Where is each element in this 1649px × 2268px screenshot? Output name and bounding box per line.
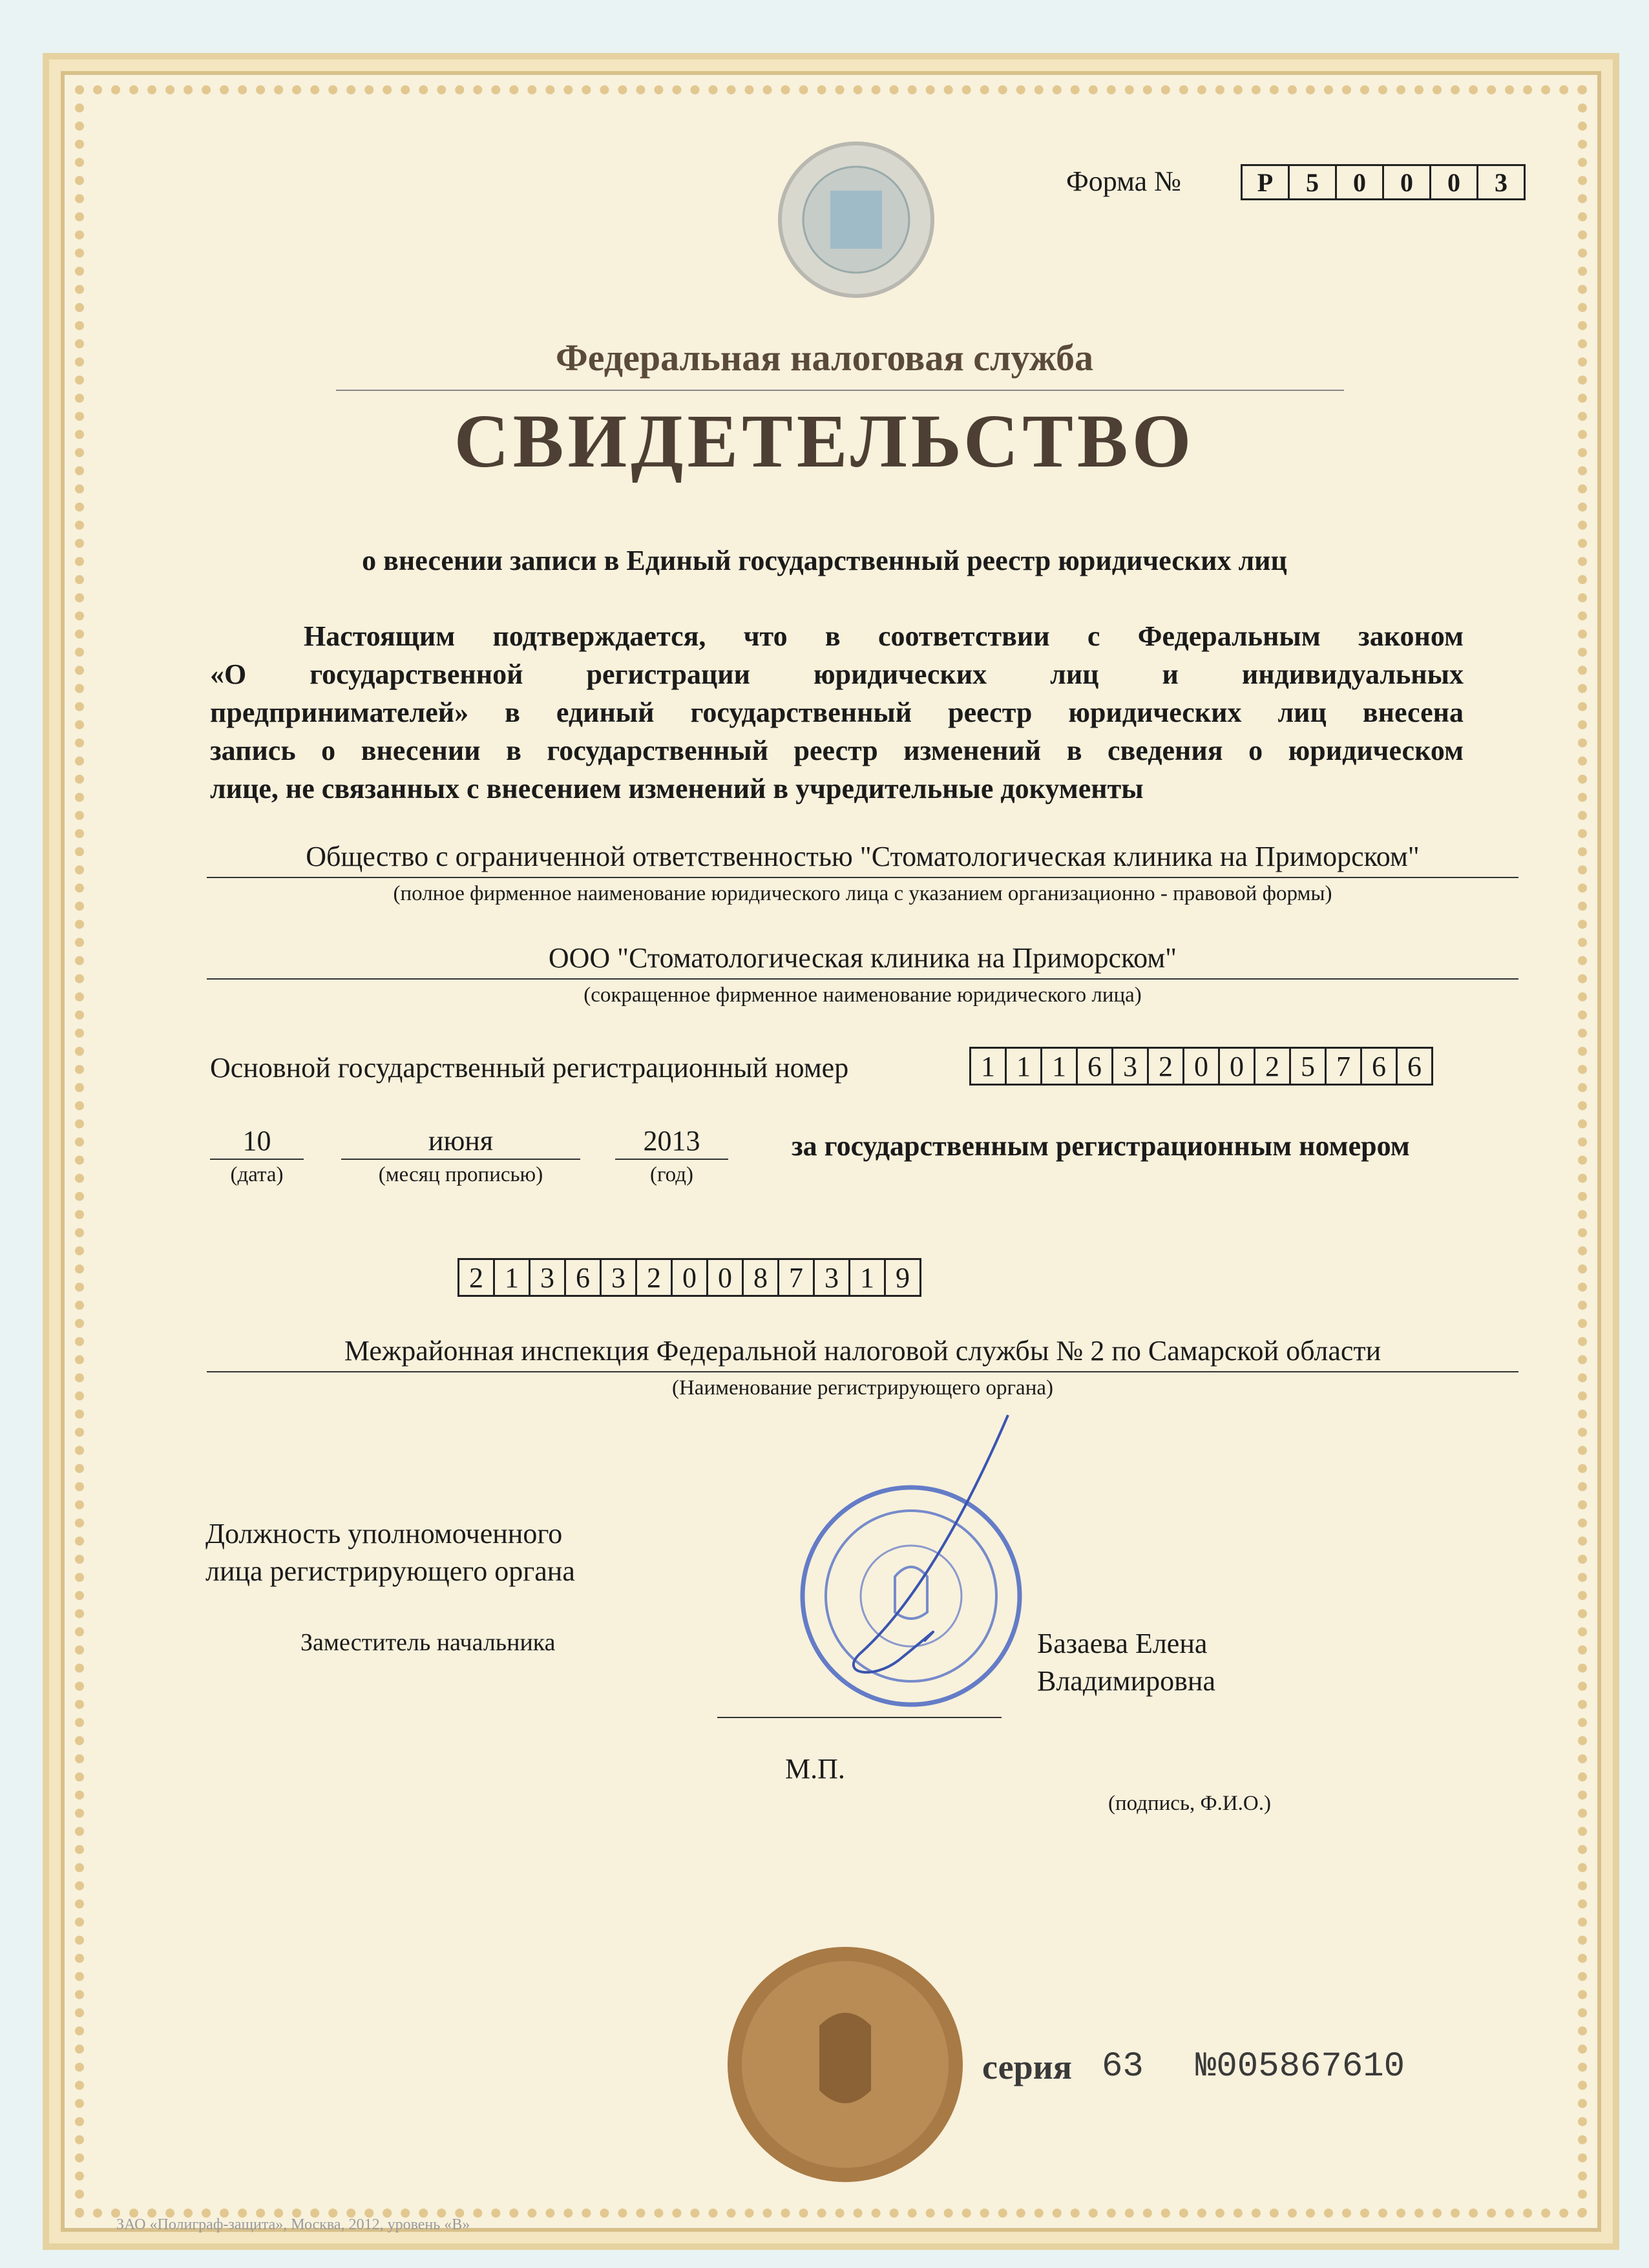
authority-name: Межрайонная инспекция Федеральной налоговой службы № 2 по Самарской области	[344, 1335, 1381, 1367]
body-line: Настоящим подтверждается, что в соответствии с Федеральным законом	[304, 620, 1464, 652]
grn-digit: 0	[673, 1260, 708, 1295]
grn-digit: 1	[495, 1260, 530, 1295]
ogrn-label: Основной государственный регистрационный номер	[210, 1052, 849, 1084]
date-year: 2013	[643, 1125, 700, 1157]
grn-digit: 2	[459, 1260, 495, 1295]
ogrn-digit: 3	[1113, 1049, 1149, 1084]
signature	[821, 1409, 1027, 1686]
grn-digit: 1	[850, 1260, 886, 1295]
grn-digit: 2	[637, 1260, 673, 1295]
date-day: 10	[242, 1125, 271, 1157]
series-label: серия	[982, 2048, 1072, 2086]
form-digit: Р	[1243, 166, 1290, 198]
grn-number	[457, 1258, 921, 1297]
short-name: ООО "Стоматологическая клиника на Приморском"	[548, 942, 1177, 974]
short-name-caption: (сокращенное фирменное наименование юридического лица)	[583, 983, 1142, 1007]
ogrn-digit: 2	[1149, 1049, 1184, 1084]
grn-digit: 3	[602, 1260, 637, 1295]
month-caption: (месяц прописью)	[378, 1163, 543, 1186]
form-number	[1241, 164, 1526, 200]
ogrn-digit: 5	[1291, 1049, 1327, 1084]
signature-caption: (подпись, Ф.И.О.)	[1108, 1792, 1271, 1815]
grn-digit: 9	[896, 1261, 910, 1294]
signatory-position: Заместитель начальника	[300, 1629, 556, 1656]
form-digit: 5	[1290, 166, 1337, 198]
ogrn-digit: 0	[1184, 1049, 1220, 1084]
ogrn-digit: 1	[1007, 1049, 1042, 1084]
grn-digit: 8	[744, 1260, 779, 1295]
gold-seal	[722, 1942, 968, 2187]
position-label: Должность уполномоченного лица регистрирующего органа	[205, 1518, 575, 1587]
ogrn-digit: 2	[1255, 1049, 1291, 1084]
form-digit: 3	[1495, 167, 1507, 197]
mp-mark: М.П.	[785, 1753, 845, 1785]
confirmation-text	[210, 617, 1464, 808]
ogrn-digit: 6	[1362, 1049, 1398, 1084]
body-line: «О государственной регистрации юридических лиц и индивидуальных	[210, 658, 1464, 690]
serial-number: №005867610	[1195, 2047, 1405, 2086]
year-caption: (год)	[649, 1163, 694, 1186]
grn-digit: 3	[815, 1260, 850, 1295]
form-digit: 0	[1431, 166, 1478, 198]
body-line: лице, не связанных с внесением изменений в учредительные документы	[210, 773, 1144, 804]
body-line: предпринимателей» в единый государственный реестр юридических лиц внесена	[210, 697, 1464, 728]
date-suffix: за государственным регистрационным номером	[792, 1130, 1410, 1162]
ogrn-digit: 6	[1407, 1050, 1422, 1082]
grn-digit: 3	[530, 1260, 566, 1295]
grn-digit: 6	[566, 1260, 602, 1295]
agency-name: Федеральная налоговая служба	[555, 337, 1094, 379]
series-value: 63	[1102, 2047, 1144, 2086]
certificate-title: СВИДЕТЕЛЬСТВО	[454, 399, 1195, 483]
ogrn-number	[969, 1047, 1433, 1086]
ogrn-digit: 0	[1220, 1049, 1255, 1084]
grn-digit: 0	[708, 1260, 744, 1295]
ogrn-digit: 6	[1078, 1049, 1113, 1084]
hologram-emblem	[762, 139, 950, 300]
full-name: Общество с ограниченной ответственностью "Стоматологическая клиника на Приморском"	[306, 841, 1420, 872]
full-name-caption: (полное фирменное наименование юридического лица с указанием организационно - правовой формы)	[393, 882, 1332, 905]
form-label: Форма №	[1066, 165, 1182, 197]
day-caption: (дата)	[230, 1163, 284, 1186]
form-digit: 0	[1384, 166, 1431, 198]
ogrn-digit: 1	[971, 1049, 1007, 1084]
certificate-subtitle: о внесении записи в Единый государственный реестр юридических лиц	[362, 545, 1287, 576]
grn-digit: 7	[779, 1260, 815, 1295]
signatory-name: Базаева Елена Владимировна	[1037, 1628, 1216, 1697]
ogrn-digit: 1	[1042, 1049, 1078, 1084]
form-digit: 0	[1337, 166, 1384, 198]
date-month: июня	[428, 1125, 494, 1157]
authority-caption: (Наименование регистрирующего органа)	[671, 1376, 1054, 1400]
body-line: запись о внесении в государственный реестр изменений в сведения о юридическом	[210, 735, 1464, 766]
printer-footer: ЗАО «Полиграф-защита», Москва, 2012, уровень «В»	[116, 2216, 470, 2233]
ogrn-digit: 7	[1327, 1049, 1362, 1084]
